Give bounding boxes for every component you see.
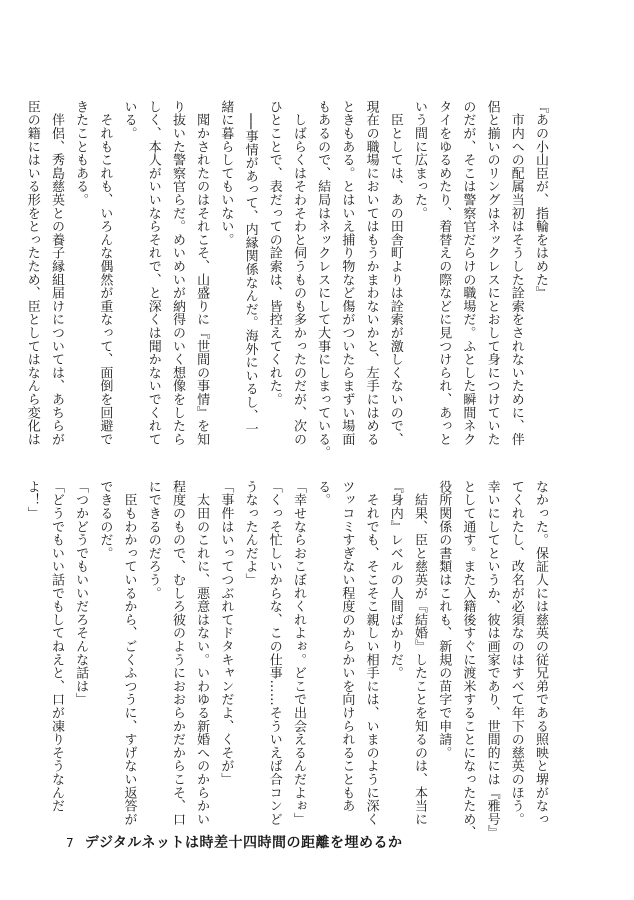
- text-line: 結果、臣と慈英が『結婚』したことを知るのは、本当に: [411, 480, 427, 826]
- text-line: のだが、そこは警察官だらけの職場だ。ふとした瞬間ネク: [460, 100, 476, 446]
- text-line: なかった。保証人には慈英の従兄弟である照映と堺がなっ: [533, 480, 548, 826]
- text-line: 市内への配属当初はそうした詮索をされないために、伴: [508, 100, 524, 446]
- book-title: デジタルネットは時差十四時間の距離を埋めるか: [84, 835, 403, 851]
- page-footer: [66, 832, 402, 852]
- text-line: できるのだ。: [97, 480, 113, 560]
- text-line: もあるので、結局はネックレスにして大事にしまっている。: [315, 100, 331, 460]
- upper-text-block: [24, 100, 552, 460]
- text-line: 「幸せならおこぼれくれよぉ。どこで出会えるんだよぉ」: [290, 480, 306, 826]
- text-line: 伴侶、秀島慈英との養子縁組届けについては、あちらが: [48, 100, 64, 446]
- text-line: 幸いにしてというか、彼は画家であり、世間的には『雅号』: [484, 480, 500, 840]
- lower-text-block: [24, 480, 552, 840]
- text-line: それでも、そこそこ親しい相手には、いまのように深く: [363, 480, 379, 826]
- text-line: にできるのだろう。: [145, 480, 161, 600]
- text-line: り抜いた警察官らだ。めいめいが納得のいく想像をしたら: [169, 100, 185, 446]
- text-line: てくれたし、改名が必須なのはすべて年下の慈英のほう。: [508, 480, 524, 826]
- text-line: として通す。また入籍後すぐに渡米することになったため、: [460, 480, 476, 840]
- text-line: 「くっそ忙しいからな、この仕事……そういえば合コンど: [266, 480, 282, 826]
- text-line: 太田のこれに、悪意はない。いわゆる新婚へのからかい: [194, 480, 210, 826]
- text-line: いう間に広まった。: [411, 100, 427, 220]
- text-line: 聞かされたのはそれこそ、山盛りに『世間の事情』を知: [194, 100, 210, 446]
- text-line: 『あの小山臣が、指輪をはめた』: [533, 100, 548, 300]
- text-line: 臣もわかっているから、ごくふつうに、すげない返答が: [121, 480, 137, 826]
- text-line: 程度のもので、むしろ彼のようにおおらかだからこそ、口: [169, 480, 185, 826]
- text-line: 緒に暮らしてもいない。: [218, 100, 234, 247]
- text-line: 臣の籍にはいる形をとったため、臣としてはなんら変化は: [24, 100, 40, 446]
- text-line: 「事件はいってつぶれてドタキャンだよ、くそが」: [218, 480, 234, 786]
- text-line: うなったんだよ」: [242, 480, 258, 587]
- text-line: それもこれも、いろんな偶然が重なって、面倒を回避で: [97, 100, 113, 446]
- text-line: 現在の職場においてはもうかまわないかと、左手にはめる: [363, 100, 379, 446]
- text-line: 「つかどうでもいいだろそんな話は」: [73, 480, 89, 707]
- text-line: しばらくはそわそわと伺うものも多かったのだが、次の: [290, 100, 306, 446]
- text-line: しく、本人がいいならそれで、と深くは聞かないでくれて: [145, 100, 161, 446]
- text-line: 侶と揃いのリングはネックレスにとおして身につけていた: [484, 100, 500, 446]
- text-line: きたこともある。: [73, 100, 89, 207]
- text-line: 臣としては、あの田舎町よりは詮索が激しくないので、: [387, 100, 403, 446]
- page-number: 7: [66, 836, 74, 850]
- text-line: いる。: [121, 100, 137, 140]
- text-line: 『身内』レベルの人間ばかりだ。: [387, 480, 403, 680]
- text-line: ときもある。とはいえ捕り物など傷がついたらまずい場面: [339, 100, 355, 446]
- text-line: る。: [315, 480, 331, 507]
- text-line: タイをゆるめたり、着替えの際などに見つけられ、あっと: [436, 100, 452, 446]
- text-line: 役所関係の書類はこれも、新規の苗字で申請。: [436, 480, 452, 760]
- text-line: ──事情があって、内縁関係なんだ。海外にいるし、一: [242, 100, 258, 436]
- text-line: 「どうでもいい話でもしてねえと、口が凍りそうなんだ: [48, 480, 64, 813]
- text-line: ツッコミすぎない程度のからかいを向けられることもあ: [339, 480, 355, 813]
- text-line: ひとことで、表だっての詮索は、皆控えてくれた。: [266, 100, 282, 406]
- text-line: よ！」: [24, 480, 40, 520]
